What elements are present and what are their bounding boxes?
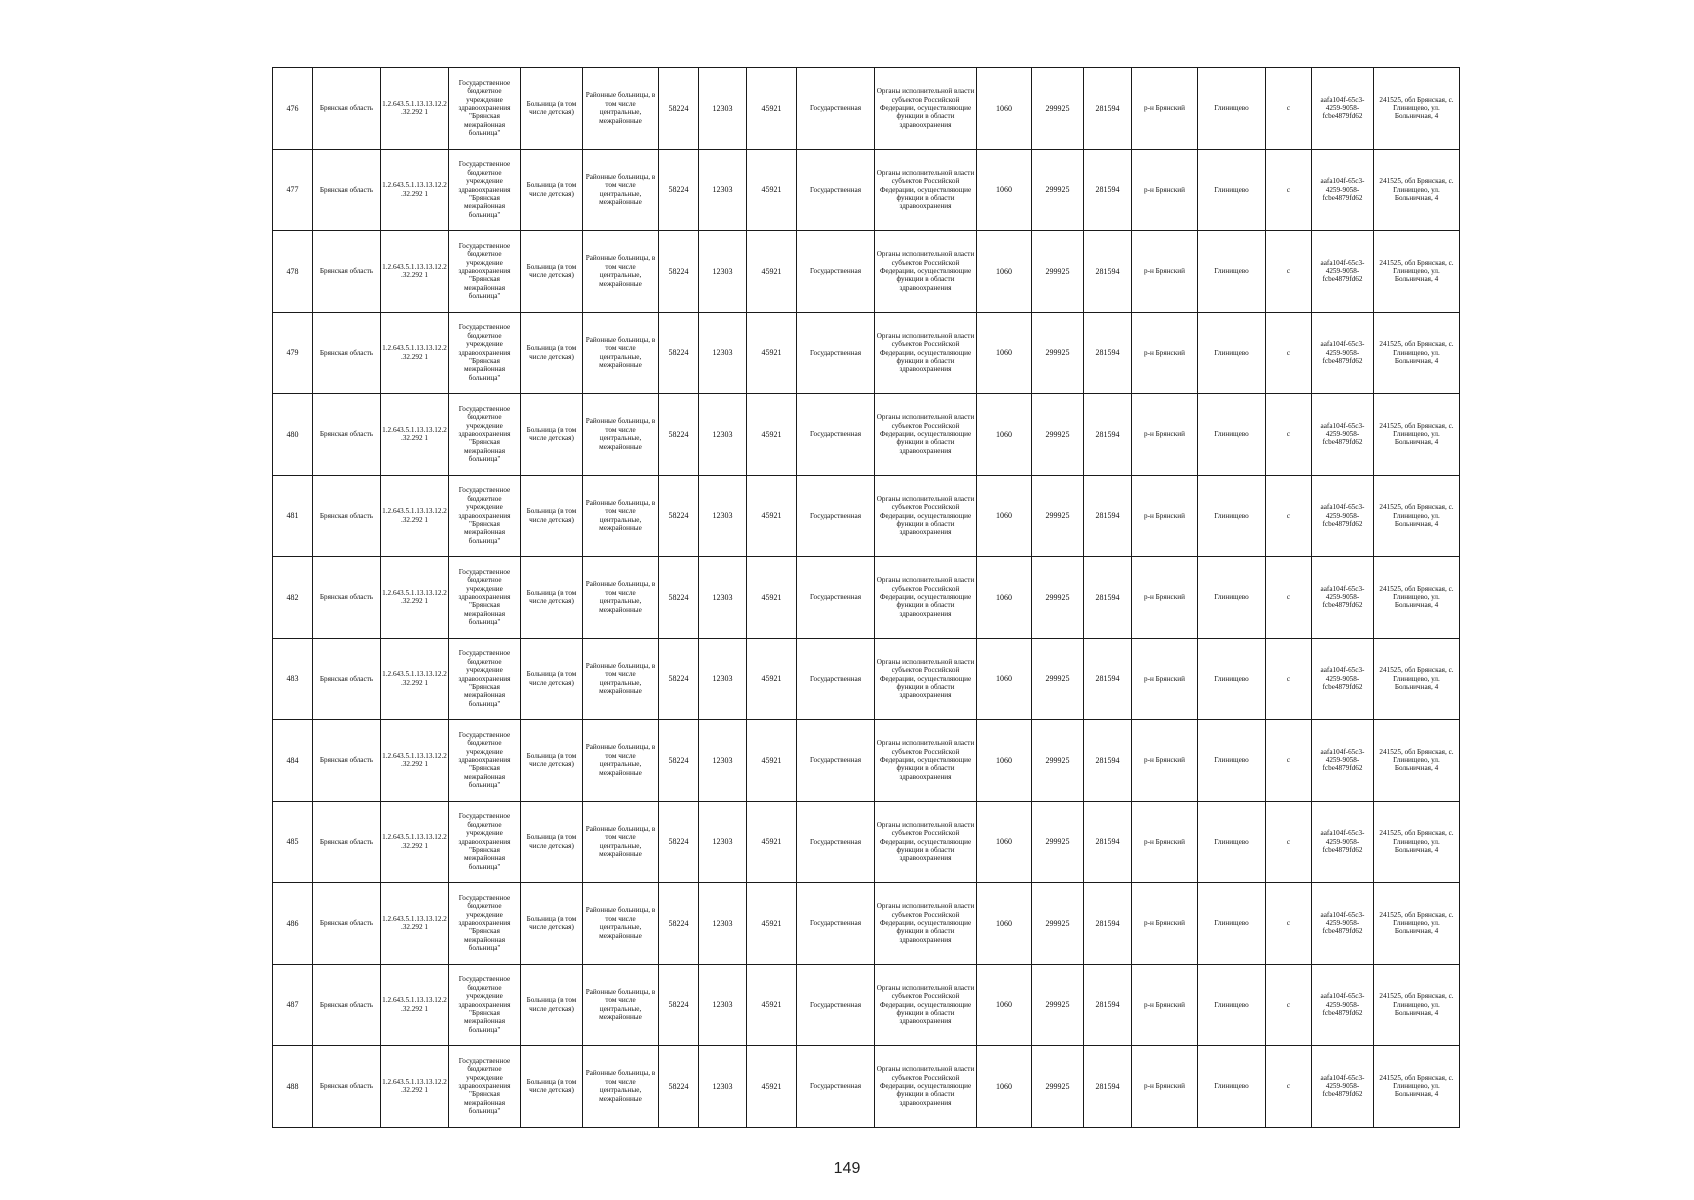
cell-authority: Органы исполнительной власти субъектов Российской Федерации, осуществляющие функции в области здравоохранения [875, 149, 977, 231]
cell-v1: 58224 [659, 557, 699, 639]
cell-subtype: Районные больницы, в том числе центральные, межрайонные [583, 638, 659, 720]
registry-table [272, 67, 1460, 1128]
cell-v5: 299925 [1032, 964, 1084, 1046]
cell-guid: aafa104f-65c3-4259-9058-fcbe4879fd62 [1312, 1046, 1374, 1128]
cell-org: Государственное бюджетное учреждение здравоохранения "Брянская межрайонная больница" [449, 1046, 521, 1128]
cell-authority: Органы исполнительной власти субъектов Российской Федерации, осуществляющие функции в области здравоохранения [875, 883, 977, 965]
cell-kind: с [1266, 720, 1312, 802]
cell-guid: aafa104f-65c3-4259-9058-fcbe4879fd62 [1312, 964, 1374, 1046]
cell-region: Брянская область [313, 638, 381, 720]
cell-v6: 281594 [1084, 149, 1132, 231]
cell-region: Брянская область [313, 720, 381, 802]
table-row [273, 557, 1460, 639]
cell-num: 476 [273, 68, 313, 150]
cell-org: Государственное бюджетное учреждение здравоохранения "Брянская межрайонная больница" [449, 801, 521, 883]
cell-ownership: Государственная [797, 149, 875, 231]
cell-v1: 58224 [659, 964, 699, 1046]
cell-address: 241525, обл Брянская, с. Глинищево, ул. Больничная, 4 [1374, 231, 1460, 313]
cell-subtype: Районные больницы, в том числе центральные, межрайонные [583, 68, 659, 150]
cell-v5: 299925 [1032, 801, 1084, 883]
cell-v5: 299925 [1032, 638, 1084, 720]
cell-code: 1.2.643.5.1.13.13.12.2.32.292 1 [381, 312, 449, 394]
table-row [273, 1046, 1460, 1128]
cell-num: 488 [273, 1046, 313, 1128]
cell-type: Больница (в том числе детская) [521, 149, 583, 231]
cell-v5: 299925 [1032, 68, 1084, 150]
cell-ownership: Государственная [797, 883, 875, 965]
cell-ownership: Государственная [797, 312, 875, 394]
cell-v4: 1060 [977, 475, 1032, 557]
cell-locality: Глинищево [1198, 312, 1266, 394]
cell-code: 1.2.643.5.1.13.13.12.2.32.292 1 [381, 1046, 449, 1128]
cell-v2: 12303 [699, 231, 747, 313]
cell-ownership: Государственная [797, 720, 875, 802]
cell-type: Больница (в том числе детская) [521, 475, 583, 557]
table-row [273, 964, 1460, 1046]
cell-v6: 281594 [1084, 557, 1132, 639]
cell-type: Больница (в том числе детская) [521, 557, 583, 639]
cell-type: Больница (в том числе детская) [521, 1046, 583, 1128]
cell-v3: 45921 [747, 475, 797, 557]
cell-subtype: Районные больницы, в том числе центральные, межрайонные [583, 312, 659, 394]
cell-locality: Глинищево [1198, 1046, 1266, 1128]
cell-code: 1.2.643.5.1.13.13.12.2.32.292 1 [381, 883, 449, 965]
cell-num: 487 [273, 964, 313, 1046]
cell-v3: 45921 [747, 801, 797, 883]
cell-org: Государственное бюджетное учреждение здравоохранения "Брянская межрайонная больница" [449, 720, 521, 802]
cell-code: 1.2.643.5.1.13.13.12.2.32.292 1 [381, 720, 449, 802]
cell-region: Брянская область [313, 68, 381, 150]
cell-locality: Глинищево [1198, 801, 1266, 883]
cell-org: Государственное бюджетное учреждение здравоохранения "Брянская межрайонная больница" [449, 312, 521, 394]
table-row [273, 883, 1460, 965]
cell-region: Брянская область [313, 1046, 381, 1128]
registry-body [273, 68, 1460, 1128]
cell-v3: 45921 [747, 68, 797, 150]
cell-address: 241525, обл Брянская, с. Глинищево, ул. Больничная, 4 [1374, 883, 1460, 965]
cell-district: р-н Брянский [1132, 475, 1198, 557]
cell-code: 1.2.643.5.1.13.13.12.2.32.292 1 [381, 149, 449, 231]
cell-type: Больница (в том числе детская) [521, 231, 583, 313]
cell-v6: 281594 [1084, 720, 1132, 802]
cell-kind: с [1266, 964, 1312, 1046]
cell-locality: Глинищево [1198, 394, 1266, 476]
cell-address: 241525, обл Брянская, с. Глинищево, ул. Больничная, 4 [1374, 394, 1460, 476]
table-row [273, 68, 1460, 150]
cell-code: 1.2.643.5.1.13.13.12.2.32.292 1 [381, 638, 449, 720]
cell-v2: 12303 [699, 312, 747, 394]
cell-num: 479 [273, 312, 313, 394]
document-sheet [272, 67, 1459, 1127]
cell-v6: 281594 [1084, 475, 1132, 557]
cell-ownership: Государственная [797, 964, 875, 1046]
cell-num: 480 [273, 394, 313, 476]
cell-authority: Органы исполнительной власти субъектов Российской Федерации, осуществляющие функции в области здравоохранения [875, 557, 977, 639]
cell-v3: 45921 [747, 149, 797, 231]
cell-code: 1.2.643.5.1.13.13.12.2.32.292 1 [381, 68, 449, 150]
cell-v6: 281594 [1084, 883, 1132, 965]
cell-v2: 12303 [699, 638, 747, 720]
cell-kind: с [1266, 1046, 1312, 1128]
cell-v3: 45921 [747, 1046, 797, 1128]
table-row [273, 149, 1460, 231]
cell-subtype: Районные больницы, в том числе центральные, межрайонные [583, 1046, 659, 1128]
cell-guid: aafa104f-65c3-4259-9058-fcbe4879fd62 [1312, 68, 1374, 150]
cell-v2: 12303 [699, 68, 747, 150]
cell-v2: 12303 [699, 149, 747, 231]
cell-code: 1.2.643.5.1.13.13.12.2.32.292 1 [381, 557, 449, 639]
cell-district: р-н Брянский [1132, 68, 1198, 150]
cell-subtype: Районные больницы, в том числе центральные, межрайонные [583, 964, 659, 1046]
cell-num: 484 [273, 720, 313, 802]
cell-num: 481 [273, 475, 313, 557]
cell-ownership: Государственная [797, 475, 875, 557]
cell-district: р-н Брянский [1132, 149, 1198, 231]
cell-v1: 58224 [659, 801, 699, 883]
cell-authority: Органы исполнительной власти субъектов Российской Федерации, осуществляющие функции в области здравоохранения [875, 720, 977, 802]
cell-v5: 299925 [1032, 231, 1084, 313]
cell-authority: Органы исполнительной власти субъектов Российской Федерации, осуществляющие функции в области здравоохранения [875, 231, 977, 313]
table-row [273, 638, 1460, 720]
cell-org: Государственное бюджетное учреждение здравоохранения "Брянская межрайонная больница" [449, 557, 521, 639]
cell-v1: 58224 [659, 883, 699, 965]
cell-address: 241525, обл Брянская, с. Глинищево, ул. Больничная, 4 [1374, 638, 1460, 720]
cell-v1: 58224 [659, 475, 699, 557]
cell-v5: 299925 [1032, 720, 1084, 802]
cell-num: 477 [273, 149, 313, 231]
cell-num: 485 [273, 801, 313, 883]
cell-v1: 58224 [659, 394, 699, 476]
cell-num: 478 [273, 231, 313, 313]
cell-v1: 58224 [659, 231, 699, 313]
cell-region: Брянская область [313, 394, 381, 476]
cell-type: Больница (в том числе детская) [521, 394, 583, 476]
cell-v6: 281594 [1084, 68, 1132, 150]
cell-guid: aafa104f-65c3-4259-9058-fcbe4879fd62 [1312, 557, 1374, 639]
cell-v6: 281594 [1084, 638, 1132, 720]
cell-v3: 45921 [747, 638, 797, 720]
cell-ownership: Государственная [797, 68, 875, 150]
cell-kind: с [1266, 475, 1312, 557]
cell-locality: Глинищево [1198, 964, 1266, 1046]
cell-v3: 45921 [747, 231, 797, 313]
cell-address: 241525, обл Брянская, с. Глинищево, ул. Больничная, 4 [1374, 720, 1460, 802]
cell-type: Больница (в том числе детская) [521, 883, 583, 965]
cell-region: Брянская область [313, 475, 381, 557]
cell-ownership: Государственная [797, 557, 875, 639]
cell-authority: Органы исполнительной власти субъектов Российской Федерации, осуществляющие функции в области здравоохранения [875, 964, 977, 1046]
cell-v4: 1060 [977, 394, 1032, 476]
cell-type: Больница (в том числе детская) [521, 68, 583, 150]
table-row [273, 720, 1460, 802]
table-row [273, 231, 1460, 313]
cell-region: Брянская область [313, 883, 381, 965]
cell-guid: aafa104f-65c3-4259-9058-fcbe4879fd62 [1312, 231, 1374, 313]
cell-district: р-н Брянский [1132, 883, 1198, 965]
cell-v6: 281594 [1084, 1046, 1132, 1128]
cell-num: 483 [273, 638, 313, 720]
cell-district: р-н Брянский [1132, 801, 1198, 883]
cell-v5: 299925 [1032, 149, 1084, 231]
cell-locality: Глинищево [1198, 638, 1266, 720]
cell-locality: Глинищево [1198, 231, 1266, 313]
cell-district: р-н Брянский [1132, 557, 1198, 639]
cell-guid: aafa104f-65c3-4259-9058-fcbe4879fd62 [1312, 720, 1374, 802]
cell-district: р-н Брянский [1132, 1046, 1198, 1128]
cell-v6: 281594 [1084, 312, 1132, 394]
cell-v2: 12303 [699, 801, 747, 883]
cell-ownership: Государственная [797, 394, 875, 476]
cell-v3: 45921 [747, 557, 797, 639]
cell-subtype: Районные больницы, в том числе центральные, межрайонные [583, 801, 659, 883]
cell-v1: 58224 [659, 638, 699, 720]
cell-region: Брянская область [313, 312, 381, 394]
cell-guid: aafa104f-65c3-4259-9058-fcbe4879fd62 [1312, 638, 1374, 720]
cell-kind: с [1266, 68, 1312, 150]
cell-code: 1.2.643.5.1.13.13.12.2.32.292 1 [381, 231, 449, 313]
cell-org: Государственное бюджетное учреждение здравоохранения "Брянская межрайонная больница" [449, 883, 521, 965]
cell-region: Брянская область [313, 964, 381, 1046]
cell-v2: 12303 [699, 475, 747, 557]
page-number: 149 [833, 1160, 861, 1177]
cell-type: Больница (в том числе детская) [521, 964, 583, 1046]
cell-subtype: Районные больницы, в том числе центральные, межрайонные [583, 394, 659, 476]
cell-org: Государственное бюджетное учреждение здравоохранения "Брянская межрайонная больница" [449, 394, 521, 476]
cell-guid: aafa104f-65c3-4259-9058-fcbe4879fd62 [1312, 883, 1374, 965]
cell-v3: 45921 [747, 720, 797, 802]
cell-v5: 299925 [1032, 557, 1084, 639]
cell-guid: aafa104f-65c3-4259-9058-fcbe4879fd62 [1312, 149, 1374, 231]
cell-num: 486 [273, 883, 313, 965]
cell-v3: 45921 [747, 312, 797, 394]
cell-v4: 1060 [977, 964, 1032, 1046]
cell-v6: 281594 [1084, 801, 1132, 883]
cell-v1: 58224 [659, 149, 699, 231]
cell-authority: Органы исполнительной власти субъектов Российской Федерации, осуществляющие функции в области здравоохранения [875, 475, 977, 557]
cell-v6: 281594 [1084, 231, 1132, 313]
cell-address: 241525, обл Брянская, с. Глинищево, ул. Больничная, 4 [1374, 964, 1460, 1046]
cell-address: 241525, обл Брянская, с. Глинищево, ул. Больничная, 4 [1374, 149, 1460, 231]
cell-v4: 1060 [977, 149, 1032, 231]
cell-locality: Глинищево [1198, 720, 1266, 802]
cell-v5: 299925 [1032, 312, 1084, 394]
cell-subtype: Районные больницы, в том числе центральные, межрайонные [583, 557, 659, 639]
cell-v1: 58224 [659, 1046, 699, 1128]
cell-district: р-н Брянский [1132, 394, 1198, 476]
cell-v5: 299925 [1032, 1046, 1084, 1128]
cell-v4: 1060 [977, 801, 1032, 883]
cell-authority: Органы исполнительной власти субъектов Российской Федерации, осуществляющие функции в области здравоохранения [875, 638, 977, 720]
cell-v2: 12303 [699, 1046, 747, 1128]
cell-ownership: Государственная [797, 801, 875, 883]
cell-address: 241525, обл Брянская, с. Глинищево, ул. Больничная, 4 [1374, 801, 1460, 883]
cell-region: Брянская область [313, 231, 381, 313]
cell-kind: с [1266, 312, 1312, 394]
cell-v4: 1060 [977, 231, 1032, 313]
cell-org: Государственное бюджетное учреждение здравоохранения "Брянская межрайонная больница" [449, 231, 521, 313]
cell-kind: с [1266, 801, 1312, 883]
cell-org: Государственное бюджетное учреждение здравоохранения "Брянская межрайонная больница" [449, 475, 521, 557]
cell-kind: с [1266, 638, 1312, 720]
cell-code: 1.2.643.5.1.13.13.12.2.32.292 1 [381, 475, 449, 557]
cell-type: Больница (в том числе детская) [521, 720, 583, 802]
cell-num: 482 [273, 557, 313, 639]
cell-code: 1.2.643.5.1.13.13.12.2.32.292 1 [381, 801, 449, 883]
cell-authority: Органы исполнительной власти субъектов Российской Федерации, осуществляющие функции в области здравоохранения [875, 1046, 977, 1128]
cell-district: р-н Брянский [1132, 638, 1198, 720]
cell-subtype: Районные больницы, в том числе центральные, межрайонные [583, 231, 659, 313]
cell-subtype: Районные больницы, в том числе центральные, межрайонные [583, 883, 659, 965]
table-row [273, 312, 1460, 394]
cell-address: 241525, обл Брянская, с. Глинищево, ул. Больничная, 4 [1374, 557, 1460, 639]
cell-v5: 299925 [1032, 883, 1084, 965]
cell-v2: 12303 [699, 964, 747, 1046]
cell-ownership: Государственная [797, 231, 875, 313]
cell-subtype: Районные больницы, в том числе центральные, межрайонные [583, 475, 659, 557]
cell-address: 241525, обл Брянская, с. Глинищево, ул. Больничная, 4 [1374, 475, 1460, 557]
cell-org: Государственное бюджетное учреждение здравоохранения "Брянская межрайонная больница" [449, 638, 521, 720]
cell-type: Больница (в том числе детская) [521, 801, 583, 883]
cell-v4: 1060 [977, 638, 1032, 720]
cell-kind: с [1266, 394, 1312, 476]
cell-region: Брянская область [313, 557, 381, 639]
cell-district: р-н Брянский [1132, 312, 1198, 394]
cell-region: Брянская область [313, 149, 381, 231]
cell-code: 1.2.643.5.1.13.13.12.2.32.292 1 [381, 964, 449, 1046]
cell-org: Государственное бюджетное учреждение здравоохранения "Брянская межрайонная больница" [449, 149, 521, 231]
cell-authority: Органы исполнительной власти субъектов Российской Федерации, осуществляющие функции в области здравоохранения [875, 801, 977, 883]
cell-kind: с [1266, 231, 1312, 313]
cell-v4: 1060 [977, 312, 1032, 394]
cell-region: Брянская область [313, 801, 381, 883]
cell-address: 241525, обл Брянская, с. Глинищево, ул. Больничная, 4 [1374, 68, 1460, 150]
cell-v5: 299925 [1032, 394, 1084, 476]
cell-subtype: Районные больницы, в том числе центральные, межрайонные [583, 720, 659, 802]
cell-locality: Глинищево [1198, 68, 1266, 150]
cell-v5: 299925 [1032, 475, 1084, 557]
table-row [273, 394, 1460, 476]
cell-subtype: Районные больницы, в том числе центральные, межрайонные [583, 149, 659, 231]
cell-guid: aafa104f-65c3-4259-9058-fcbe4879fd62 [1312, 801, 1374, 883]
cell-address: 241525, обл Брянская, с. Глинищево, ул. Больничная, 4 [1374, 312, 1460, 394]
cell-kind: с [1266, 883, 1312, 965]
cell-v2: 12303 [699, 720, 747, 802]
cell-ownership: Государственная [797, 1046, 875, 1128]
cell-v4: 1060 [977, 68, 1032, 150]
cell-v2: 12303 [699, 883, 747, 965]
cell-org: Государственное бюджетное учреждение здравоохранения "Брянская межрайонная больница" [449, 68, 521, 150]
cell-type: Больница (в том числе детская) [521, 312, 583, 394]
cell-district: р-н Брянский [1132, 964, 1198, 1046]
cell-v4: 1060 [977, 720, 1032, 802]
cell-ownership: Государственная [797, 638, 875, 720]
cell-v4: 1060 [977, 1046, 1032, 1128]
cell-v6: 281594 [1084, 964, 1132, 1046]
cell-type: Больница (в том числе детская) [521, 638, 583, 720]
cell-authority: Органы исполнительной власти субъектов Российской Федерации, осуществляющие функции в области здравоохранения [875, 312, 977, 394]
cell-v1: 58224 [659, 720, 699, 802]
cell-address: 241525, обл Брянская, с. Глинищево, ул. Больничная, 4 [1374, 1046, 1460, 1128]
cell-v4: 1060 [977, 557, 1032, 639]
cell-guid: aafa104f-65c3-4259-9058-fcbe4879fd62 [1312, 475, 1374, 557]
cell-v2: 12303 [699, 394, 747, 476]
cell-district: р-н Брянский [1132, 720, 1198, 802]
cell-v3: 45921 [747, 883, 797, 965]
cell-code: 1.2.643.5.1.13.13.12.2.32.292 1 [381, 394, 449, 476]
cell-guid: aafa104f-65c3-4259-9058-fcbe4879fd62 [1312, 312, 1374, 394]
table-row [273, 801, 1460, 883]
table-row [273, 475, 1460, 557]
cell-kind: с [1266, 149, 1312, 231]
cell-authority: Органы исполнительной власти субъектов Российской Федерации, осуществляющие функции в области здравоохранения [875, 68, 977, 150]
cell-kind: с [1266, 557, 1312, 639]
cell-v3: 45921 [747, 394, 797, 476]
cell-v6: 281594 [1084, 394, 1132, 476]
cell-v2: 12303 [699, 557, 747, 639]
cell-org: Государственное бюджетное учреждение здравоохранения "Брянская межрайонная больница" [449, 964, 521, 1046]
cell-locality: Глинищево [1198, 475, 1266, 557]
cell-locality: Глинищево [1198, 883, 1266, 965]
cell-district: р-н Брянский [1132, 231, 1198, 313]
cell-v4: 1060 [977, 883, 1032, 965]
cell-locality: Глинищево [1198, 149, 1266, 231]
cell-v1: 58224 [659, 312, 699, 394]
cell-v3: 45921 [747, 964, 797, 1046]
cell-v1: 58224 [659, 68, 699, 150]
cell-guid: aafa104f-65c3-4259-9058-fcbe4879fd62 [1312, 394, 1374, 476]
cell-locality: Глинищево [1198, 557, 1266, 639]
cell-authority: Органы исполнительной власти субъектов Российской Федерации, осуществляющие функции в области здравоохранения [875, 394, 977, 476]
